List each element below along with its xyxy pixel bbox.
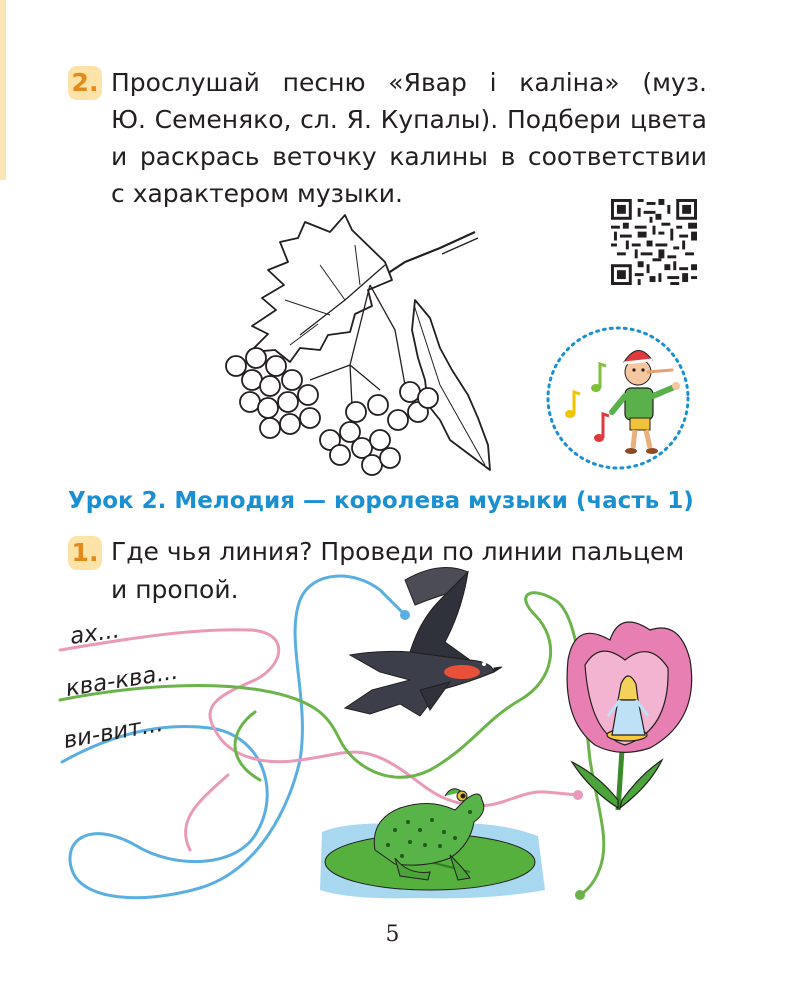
pinocchio-illustration <box>548 328 688 468</box>
task-text-line: Где чья линия? Проведи по линии пальцем <box>111 537 685 566</box>
page-number: 5 <box>385 922 400 947</box>
task-text-line: Прослушай песню «Явар і каліна» (муз. <box>111 68 707 97</box>
frog-on-lily-pad-illustration <box>320 789 545 899</box>
task-text-line: и раскрась веточку калины в соответствии <box>111 142 707 171</box>
task-number-badge: 2. <box>68 66 102 100</box>
task-text-line: Ю. Семеняко, сл. Я. Купалы). Подбери цвета <box>111 105 707 134</box>
task-number-badge: 1. <box>68 536 102 570</box>
lesson-title: Урок 2. Мелодия — королева музыки (часть 1) <box>68 488 694 514</box>
tulip-thumbelina-illustration <box>567 622 692 810</box>
sound-label-kva-kva: ква-ква... <box>63 658 180 702</box>
task-text-line: и пропой. <box>111 575 239 604</box>
sound-label-ah: ах... <box>68 617 122 650</box>
swallow-illustration <box>345 568 502 717</box>
task-text-line: с характером музыки. <box>111 179 403 208</box>
viburnum-branch-illustration <box>226 215 490 475</box>
sound-label-vi-vit: ви-вит... <box>61 710 166 754</box>
